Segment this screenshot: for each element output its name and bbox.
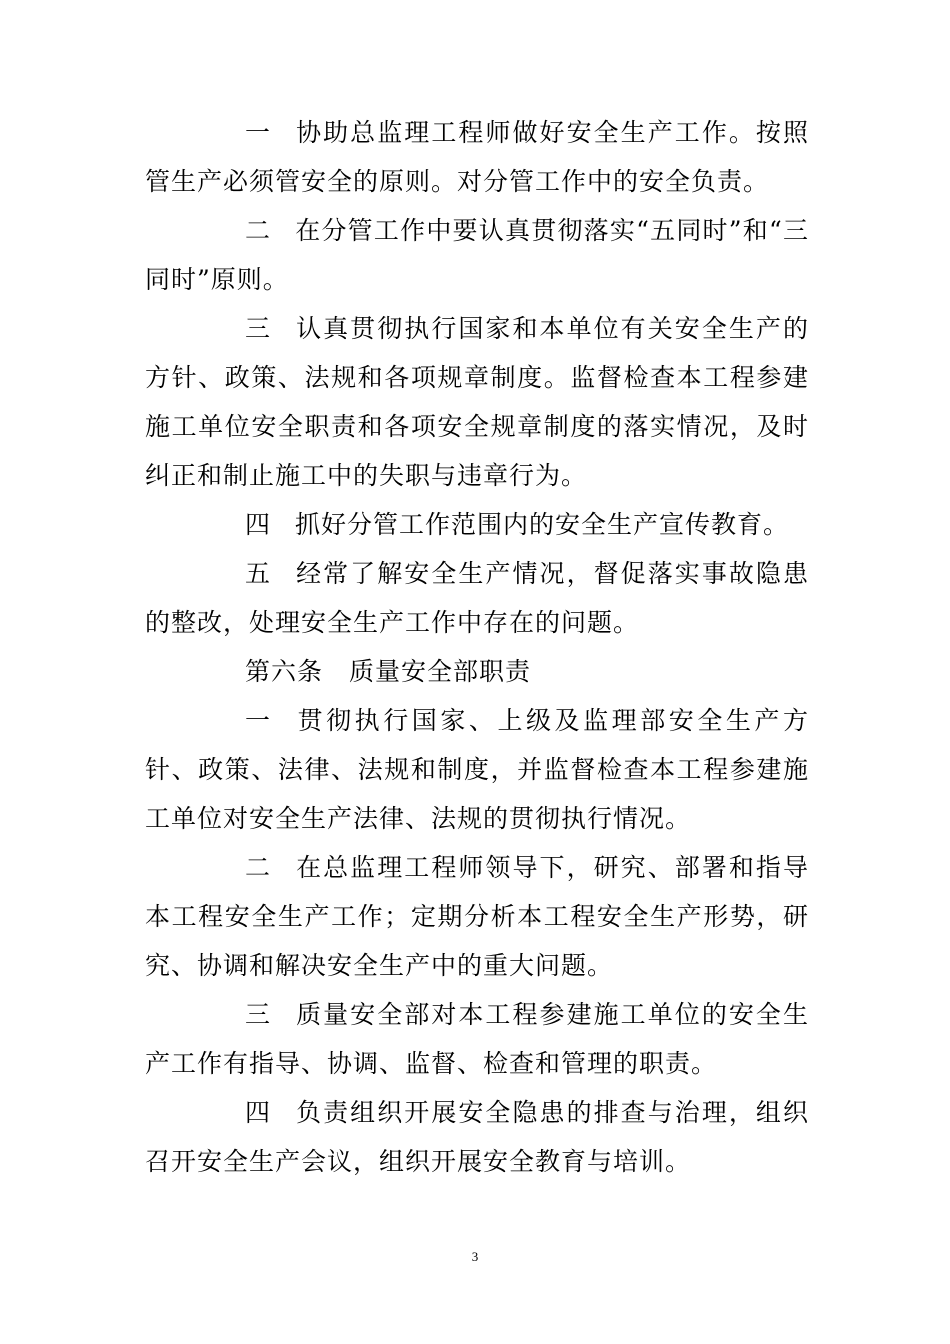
item-number: 五 <box>245 559 272 588</box>
paragraph-text: 经常了解安全生产情况，督促落实事故隐患的整改，处理安全生产工作中存在的问题。 <box>145 559 809 637</box>
paragraph-3 <box>145 304 809 500</box>
paragraph-4 <box>145 500 809 549</box>
paragraph-text: 抓好分管工作范围内的安全生产宣传教育。 <box>295 510 790 539</box>
paragraph-5 <box>145 549 809 647</box>
section-title: 质量安全部职责 <box>349 657 532 686</box>
item-number: 四 <box>245 510 272 539</box>
paragraph-text: 在分管工作中要认真贯彻落实“五同时”和“三同时”原则。 <box>145 216 809 294</box>
document-body <box>145 108 809 1186</box>
paragraph-1 <box>145 108 809 206</box>
paragraph-8 <box>145 843 809 990</box>
item-number: 四 <box>245 1098 272 1127</box>
section-heading <box>145 647 809 696</box>
paragraph-text: 贯彻执行国家、上级及监理部安全生产方针、政策、法律、法规和制度，并监督检查本工程参建施工单位对安全生产法律、法规的贯彻执行情况。 <box>145 706 809 833</box>
paragraph-7 <box>145 696 809 843</box>
paragraph-10 <box>145 1088 809 1186</box>
article-number: 第六条 <box>245 657 324 686</box>
item-number: 二 <box>245 216 272 245</box>
item-number: 二 <box>245 853 272 882</box>
paragraph-2 <box>145 206 809 304</box>
paragraph-text: 负责组织开展安全隐患的排查与治理，组织召开安全生产会议，组织开展安全教育与培训。 <box>145 1098 809 1176</box>
item-number: 一 <box>245 118 272 147</box>
paragraph-9 <box>145 990 809 1088</box>
item-number: 一 <box>245 706 272 735</box>
paragraph-text: 质量安全部对本工程参建施工单位的安全生产工作有指导、协调、监督、检查和管理的职责。 <box>145 1000 809 1078</box>
paragraph-text: 在总监理工程师领导下，研究、部署和指导本工程安全生产工作；定期分析本工程安全生产形势，研究、协调和解决安全生产中的重大问题。 <box>145 853 809 980</box>
item-number: 三 <box>245 1000 272 1029</box>
paragraph-text: 认真贯彻执行国家和本单位有关安全生产的方针、政策、法规和各项规章制度。监督检查本工程参建施工单位安全职责和各项安全规章制度的落实情况，及时纠正和制止施工中的失职与违章行为。 <box>145 314 809 490</box>
item-number: 三 <box>245 314 272 343</box>
paragraph-text: 协助总监理工程师做好安全生产工作。按照管生产必须管安全的原则。对分管工作中的安全负责。 <box>145 118 809 196</box>
page-number: 3 <box>471 1249 479 1264</box>
